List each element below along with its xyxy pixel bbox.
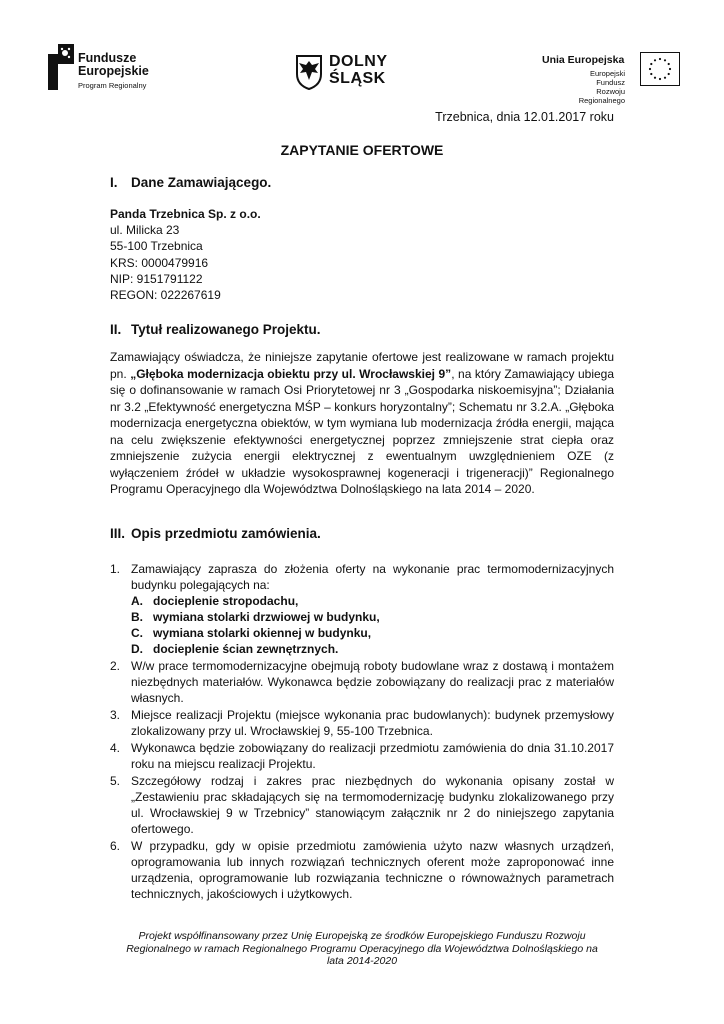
company-details <box>110 206 261 303</box>
company-city: 55-100 Trzebnica <box>110 239 203 254</box>
footer-line-3: lata 2014-2020 <box>326 955 398 967</box>
eagle-crest-icon <box>295 54 323 90</box>
fe-mark-icon <box>48 44 74 90</box>
document-date: Trzebnica, dnia 12.01.2017 roku <box>435 110 614 124</box>
list-item: 2. W/w prace termomodernizacyjne obejmują roboty budowlane wraz z dostawą i montażem niezbędnych materiałów. Wykonawca będzie zobowiązany do realizacji prac z materiałów własnych. <box>110 659 614 705</box>
ds-line2: ŚLĄSK <box>329 70 386 87</box>
ue-subtitle <box>560 69 625 105</box>
section-number: I. <box>110 175 118 190</box>
para-text-1: Zamawiający oświadcza, że niniejsze zapytanie ofertowe jest realizowane w ramach projektu pn. <box>110 350 614 381</box>
footer-line-2: Regionalnego w ramach Regionalnego Programu Operacyjnego dla Województwa Dolnośląskiego na <box>126 942 598 955</box>
sub-item: A. docieplenie stropodachu, <box>131 594 299 608</box>
company-street: ul. Milicka 23 <box>110 223 180 238</box>
list-item: 3. Miejsce realizacji Projektu (miejsce wykonania prac budowlanych): budynek przemysłowy zlokalizowany przy ul. Wrocławskiej 9, 55-100 Trzebnica. <box>110 708 614 738</box>
ds-line1: DOLNY <box>329 53 388 70</box>
company-name: Panda Trzebnica Sp. z o.o. <box>110 207 261 221</box>
section-title: Opis przedmiotu zamówienia. <box>131 526 321 541</box>
section-title: Tytuł realizowanego Projektu. <box>131 322 321 337</box>
sub-item: B. wymiana stolarki drzwiowej w budynku, <box>131 610 380 624</box>
footer-note <box>90 930 634 968</box>
eu-flag-icon <box>640 52 680 86</box>
list-item: 1. Zamawiający zaprasza do złożenia oferty na wykonanie prac termomodernizacyjnych budynku polegających na: A. docieplenie stropodachu, B. wymiana stolarki drzwiowej w budynku, C. wymiana stolarki okiennej w budynku, D. docieplenie ścian zewnętrznych. <box>110 562 614 656</box>
ue-title: Unia Europejska <box>542 54 625 66</box>
fe-line3: Program Regionalny <box>78 81 147 90</box>
footer-line-1: Projekt współfinansowany przez Unię Europejską ze środków Europejskiego Funduszu Rozwoju <box>138 930 586 942</box>
section-heading-2 <box>110 322 321 337</box>
section-heading-1 <box>110 175 271 190</box>
company-nip: NIP: 9151791122 <box>110 271 203 286</box>
fe-line1: Fundusze <box>78 51 137 65</box>
ue-sub2: Rozwoju Regionalnego <box>578 87 625 105</box>
work-scope-list <box>131 593 614 657</box>
unia-europejska-logo <box>540 52 680 105</box>
section-number: II. <box>110 322 122 337</box>
para-text-2: , na który Zamawiający ubiega się o dofinansowanie w ramach Osi Priorytetowej nr 3 „Gospodarka niskoemisyjna”; Działania nr 3.2 „Efektywność energetyczna MŚP – konkurs horyzontalny”; Schematu nr 3.2.A. „Głęboka modernizacja energetyczna obiektów, w tym wymiana lub modernizacja źródła energii, mająca na celu zwiększenie efektywności energetycznej poprzez zmniejszenie strat ciepła oraz zmniejszenie zużycia energii elektrycznej z ewentualnym uwzględnieniem OZE (z wyłączeniem źródeł w układzie wysokosprawnej kogeneracji i trigeneracji)” Regionalnego Programu Operacyjnego dla Województwa Dolnośląskiego na lata 2014 – 2020. <box>110 366 615 496</box>
document-title: ZAPYTANIE OFERTOWE <box>280 142 444 158</box>
order-description-list <box>110 561 614 903</box>
dolny-slask-logo <box>295 54 405 94</box>
sub-item: D. docieplenie ścian zewnętrznych. <box>131 642 339 656</box>
project-name: „Głęboka modernizacja obiektu przy ul. Wrocławskiej 9” <box>130 366 452 381</box>
list-item: 5. Szczegółowy rodzaj i zakres prac niezbędnych do wykonania opisany został w „Zestawieniu prac składających się na termomodernizację budynku zlokalizowanego przy ul. Wrocławskiej 9 w Trzebnicy” stanowiącym załącznik nr 2 do niniejszego zapytania ofertowego. <box>110 774 614 836</box>
list-item: 4. Wykonawca będzie zobowiązany do realizacji przedmiotu zamówienia do dnia 31.10.2017 roku na miejscu realizacji Projektu. <box>110 741 614 771</box>
fundusze-europejskie-logo <box>48 44 188 94</box>
company-krs: KRS: 0000479916 <box>110 255 209 270</box>
section-title: Dane Zamawiającego. <box>131 175 272 190</box>
ue-sub1: Europejski Fundusz <box>589 69 625 87</box>
section-number: III. <box>110 526 126 541</box>
fe-line2: Europejskie <box>78 64 149 78</box>
section-heading-3 <box>110 526 321 541</box>
company-regon: REGON: 022267619 <box>110 288 221 303</box>
list-item: 6. W przypadku, gdy w opisie przedmiotu zamówienia użyto nazw własnych urządzeń, oprogramowania lub innych rozwiązań technicznych oferent może zaproponować inne urządzenia, oprogramowanie lub rozwiązania techniczne o równoważnych parametrach technicznych, jakościowych i użytkowych. <box>110 839 614 901</box>
sub-item: C. wymiana stolarki okiennej w budynku, <box>131 626 372 640</box>
project-description <box>110 349 614 498</box>
